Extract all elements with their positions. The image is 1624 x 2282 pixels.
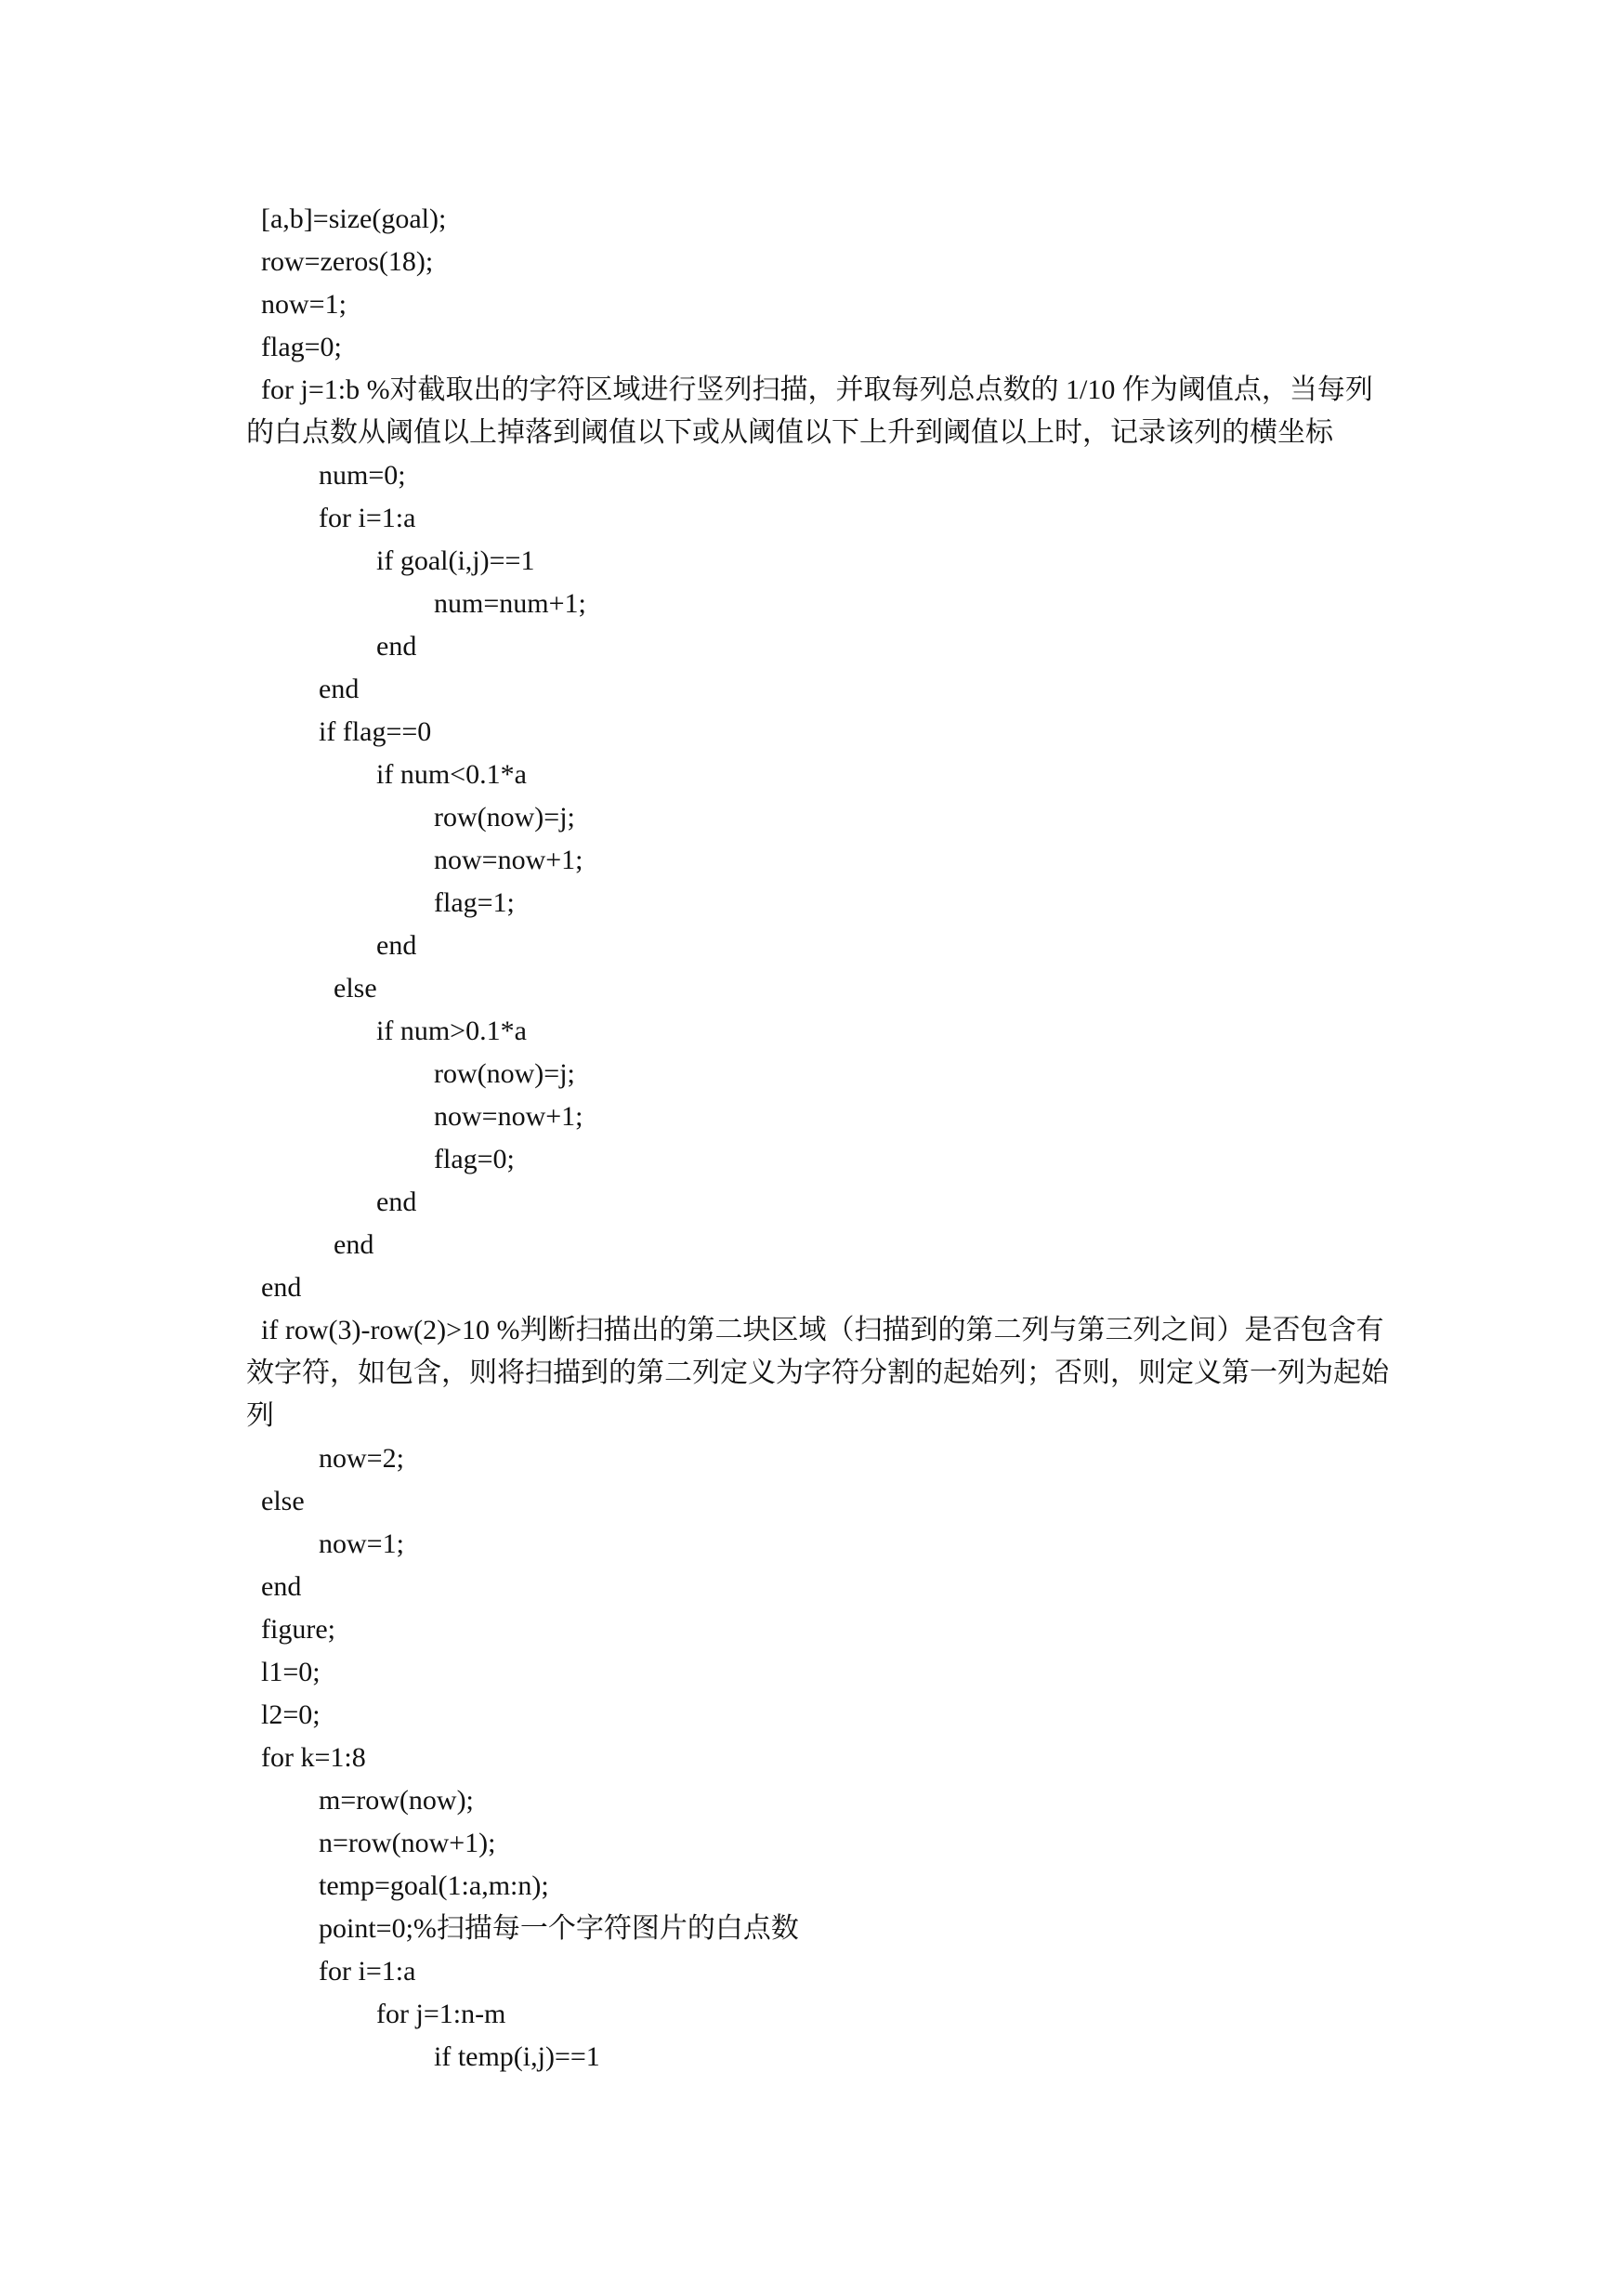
code-line: n=row(now+1); [319, 1828, 496, 1858]
code-line: else [261, 1486, 305, 1516]
code-line: row(now)=j; [434, 1058, 575, 1089]
code-line: end [334, 1229, 374, 1260]
code-line: row(now)=j; [434, 802, 575, 833]
code-line: for j=1:n-m [376, 1999, 506, 2029]
code-line: if flag==0 [319, 716, 432, 747]
code-line: now=now+1; [434, 845, 583, 875]
code-line: now=1; [319, 1528, 404, 1559]
code-line: for i=1:a [319, 503, 416, 533]
code-line: num=0; [319, 460, 406, 491]
code-listing [246, 198, 1398, 2079]
code-line: now=2; [319, 1443, 404, 1474]
code-line: num=num+1; [434, 588, 586, 619]
code-line: if num<0.1*a [376, 759, 527, 790]
code-line: if goal(i,j)==1 [376, 545, 535, 576]
code-line: end [261, 1571, 302, 1602]
code-line: end [261, 1272, 302, 1303]
code-line: end [376, 930, 417, 961]
code-line-with-comment: for j=1:b %对截取出的字符区域进行竖列扫描，并取每列总点数的 1/10 作为阈值点，当每列的白点数从阈值以上掉落到阈值以下或从阈值以下上升到阈值以上时，记录该列的横坐标 [246, 374, 1373, 448]
code-line: flag=0; [261, 332, 342, 362]
code-line-with-comment: if row(3)-row(2)>10 %判断扫描出的第二块区域（扫描到的第二列与第三列之间）是否包含有效字符，如包含，则将扫描到的第二列定义为字符分割的起始列；否则，则定义第一列为起始列 [246, 1315, 1389, 1431]
code-line: if temp(i,j)==1 [434, 2041, 600, 2072]
code-line: [a,b]=size(goal); [261, 203, 447, 234]
code-line: l1=0; [261, 1657, 321, 1687]
code-line-with-comment: point=0;%扫描每一个字符图片的白点数 [319, 1913, 799, 1944]
code-line: now=1; [261, 289, 347, 320]
code-line: temp=goal(1:a,m:n); [319, 1870, 549, 1901]
code-line: m=row(now); [319, 1785, 474, 1816]
code-line: else [334, 973, 377, 1003]
code-line: flag=0; [434, 1144, 515, 1174]
code-line: for k=1:8 [261, 1742, 366, 1773]
code-line: l2=0; [261, 1699, 321, 1730]
code-line: end [376, 631, 417, 662]
code-line: end [319, 674, 360, 704]
code-line: end [376, 1187, 417, 1217]
code-line: if num>0.1*a [376, 1016, 527, 1046]
code-line: for i=1:a [319, 1956, 416, 1987]
code-line: figure; [261, 1614, 335, 1645]
code-line: now=now+1; [434, 1101, 583, 1132]
code-line: row=zeros(18); [261, 246, 434, 277]
code-line: flag=1; [434, 887, 515, 918]
